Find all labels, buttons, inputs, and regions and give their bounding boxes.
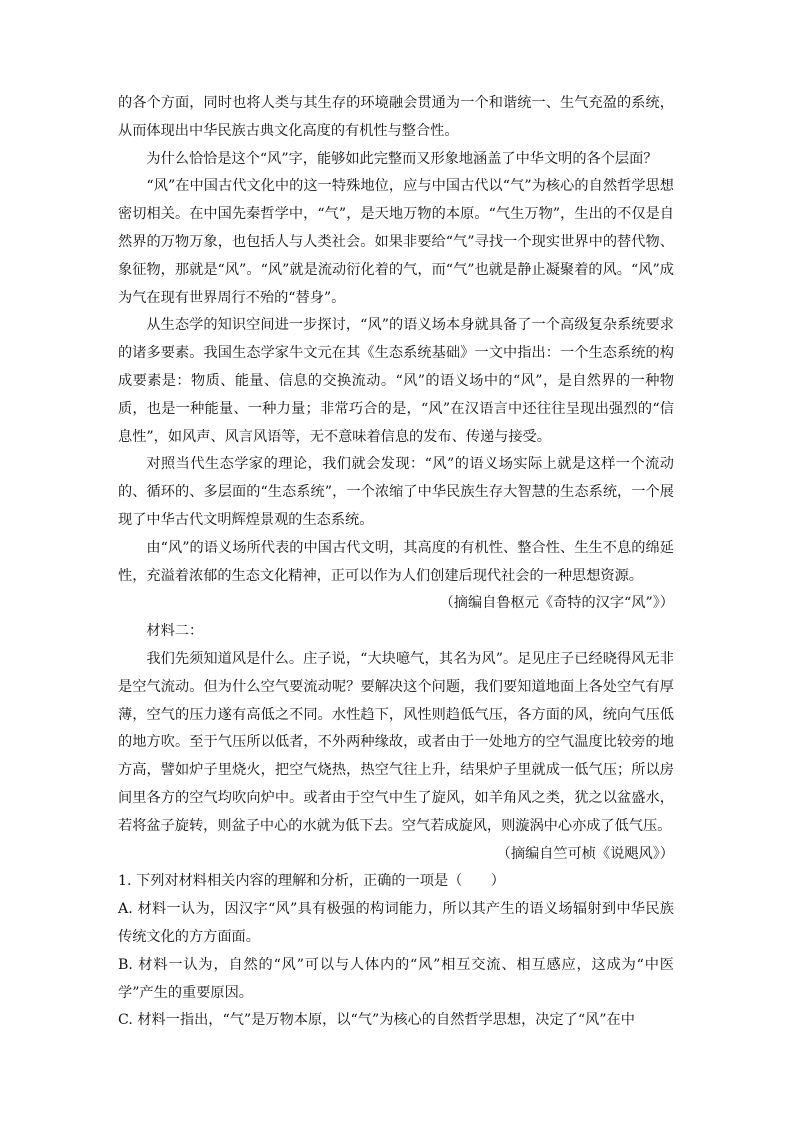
paragraph-qi-philosophy: “风”在中国古代文化中的这一特殊地位，应与中国古代以“气”为核心的自然哲学思想密切相关。在中国先秦哲学中，“气”，是天地万物的本原。“气生万物”，生出的不仅是自然界的万物万象，也包括人与人类社会。如果非要给“气”寻找一个现实世界中的替代物、象征物，那就是“风”。“风”就是流动衍化着的气，而“气”也就是静止凝聚着的风。“风”成为气在现有世界周行不殆的“替身”。 [118,178,674,306]
material1-source: （摘编自鲁枢元《奇特的汉字“风”》） [439,595,674,612]
option-a: A. 材料一认为，因汉字“风”具有极强的构词能力，所以其产生的语义场辐射到中华民族传统文化的方方面面。 [118,901,674,945]
document-page [118,90,674,1035]
option-b: B. 材料一认为，自然的“风”可以与人体内的“风”相互交流、相互感应，这成为“中医学”产生的重要原因。 [118,956,674,1001]
paragraph-ecology: 从生态学的知识空间进一步探讨，“风”的语义场本身就具备了一个高级复杂系统要求的诸多要素。我国生态学家牛文元在其《生态系统基础》一文中指出：一个生态系统的构成要素是：物质、能量、信息的交换流动。“风”的语义场中的“风”，是自然界的一种物质，也是一种能量、一种力量；非常巧合的是，“风”在汉语言中还往往呈现出强烈的“信息性”，如风声、风言风语等，无不意味着信息的发布、传递与接受。 [118,317,674,445]
material2-heading: 材料二： [146,623,204,640]
question-stem: 1. 下列对材料相关内容的理解和分析，正确的一项是（ ） [118,873,505,890]
material2-paragraph: 我们先须知道风是什么。庄子说，“大块噫气，其名为风”。足见庄子已经晓得风无非是空气流动。但为什么空气要流动呢？要解决这个问题，我们要知道地面上各处空气有厚薄，空气的压力遂有高低之不同。水性趋下，风性则趋低气压，各方面的风，统向气压低的地方吹。至于气压所以低者，不外两种缘故，或者由于一处地方的空气温度比较旁的地方高，譬如炉子里烧火，把空气烧热，热空气往上升，结果炉子里就成一低气压；所以房间里各方的空气均吹向炉中。或者由于空气中生了旋风，如羊角风之类，犹之以盆盛水，若将盆子旋转，则盆子中心的水就为低下去。空气若成旋风，则漩涡中心亦成了低气压。 [118,650,674,834]
paragraph-continuation: 的各个方面，同时也将人类与其生存的环境融会贯通为一个和谐统一、生气充盈的系统，从而体现出中华民族古典文化高度的有机性与整合性。 [118,95,674,139]
paragraph-ecosystem: 对照当代生态学家的理论，我们就会发现：“风”的语义场实际上就是这样一个流动的、循环的、多层面的“生态系统”，一个浓缩了中华民族生存大智慧的生态系统，一个展现了中华古代文明辉煌景观的生态系统。 [118,456,674,528]
option-c: C. 材料一指出，“气”是万物本原，以“气”为核心的自然哲学思想，决定了“风”在中 [118,1012,635,1029]
paragraph-question-why-feng: 为什么恰恰是这个“风”字，能够如此完整而又形象地涵盖了中华文明的各个层面？ [146,150,658,167]
paragraph-conclusion: 由“风”的语义场所代表的中国古代文明，其高度的有机性、整合性、生生不息的绵延性，充溢着浓郁的生态文化精神，正可以作为人们创建后现代社会的一种思想资源。 [118,539,674,584]
material2-source: （摘编自竺可桢《说飓风》） [496,845,674,862]
